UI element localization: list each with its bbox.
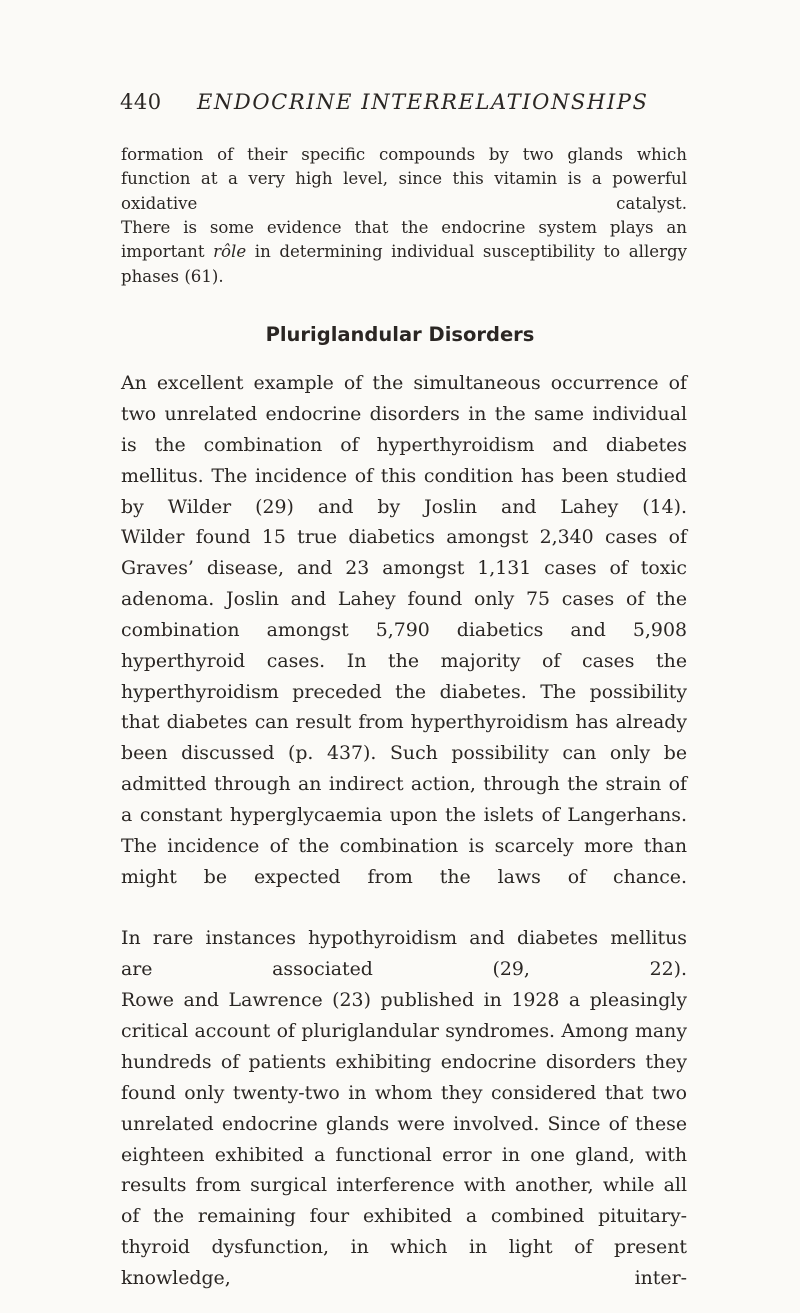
intro-paragraph-1: formation of their specific compounds by two glands which function at a very high level, since this vitamin is a powerful oxidative catalyst. [121,145,687,213]
intro-paragraph-2-text-b: in determining individual susceptibility to allergy phases (61). [121,242,687,286]
running-head [120,90,680,120]
section-heading: Pluriglandular Disorders [265,323,535,346]
intro-paragraph-2 [121,216,687,289]
intro-paragraph-2-text-a: There is some evidence that the endocrine system plays an important [121,218,687,262]
body-paragraph-4: Rowe and Lawrence (23) published in 1928 a pleasingly critical account of pluriglandular syndromes. Among many hundreds of patients exhibiting endocrine disorders they found only twenty-two in whom they considered that two unrelated endocrine glands were involved. Since of these eighteen exhibited a functional error in one gland, with results from surgical interference with another, while all of the remaining four exhibited a combined pituitary-thyroid dysfunction, in which in light of present knowledge, inter- [121,989,687,1290]
body-paragraph-3: In rare instances hypothyroidism and diabetes mellitus are associated (29, 22). [121,927,687,980]
page-number: 440 [120,90,162,114]
running-title: ENDOCRINE INTERRELATIONSHIPS [197,90,649,114]
body-paragraph-2: Wilder found 15 true diabetics amongst 2,340 cases of Graves’ disease, and 23 amongst 1,131 cases of toxic adenoma. Joslin and Lahey found only 75 cases of the combination amongst 5,790 diabetics and 5,908 hyperthyroid cases. In the majority of cases the hyperthyroidism preceded the diabetes. The possibility that diabetes can result from hyperthyroidism has already been discussed (p. 437). Such possibility can only be admitted through an indirect action, through the strain of a constant hyperglycaemia upon the islets of Langerhans. The incidence of the combination is scarcely more than might be expected from the laws of chance. [121,526,687,888]
intro-paragraph-2-italic: rôle [213,242,247,262]
body-paragraph-1: An excellent example of the simultaneous occurrence of two unrelated endocrine disorders in the same individual is the combination of hyperthyroidism and diabetes mellitus. The incidence of this condition has been studied by Wilder (29) and by Joslin and Lahey (14). [121,372,687,518]
